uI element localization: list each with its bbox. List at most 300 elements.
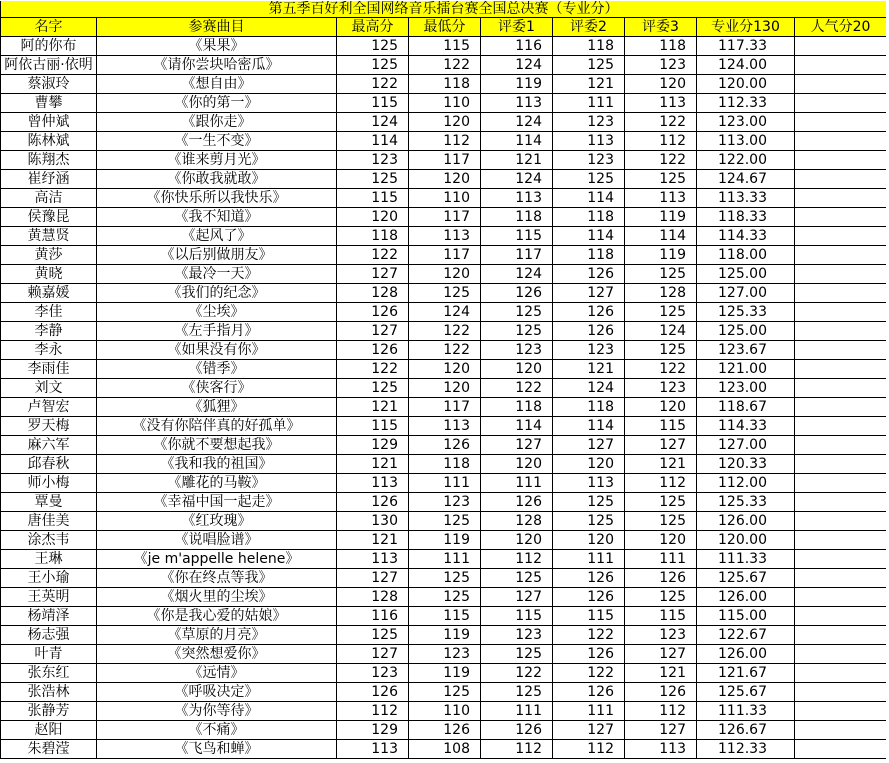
cell-popularity-score[interactable] [795,607,887,626]
cell-min-score[interactable]: 119 [409,626,481,645]
cell-song[interactable]: 《呼吸决定》 [97,683,337,702]
cell-judge1-score[interactable]: 125 [481,569,553,588]
cell-min-score[interactable]: 125 [409,683,481,702]
cell-name[interactable]: 李永 [1,341,97,360]
cell-professional-score[interactable]: 118.33 [697,208,795,227]
cell-judge2-score[interactable]: 111 [553,702,625,721]
cell-judge3-score[interactable]: 125 [625,588,697,607]
cell-popularity-score[interactable] [795,189,887,208]
cell-song[interactable]: 《不痛》 [97,721,337,740]
header-min[interactable]: 最低分 [409,18,481,37]
cell-max-score[interactable]: 126 [337,341,409,360]
cell-judge3-score[interactable]: 125 [625,512,697,531]
cell-professional-score[interactable]: 124.67 [697,170,795,189]
cell-judge1-score[interactable]: 123 [481,626,553,645]
cell-judge1-score[interactable]: 122 [481,379,553,398]
cell-judge3-score[interactable]: 115 [625,417,697,436]
cell-min-score[interactable]: 122 [409,322,481,341]
cell-judge3-score[interactable]: 113 [625,189,697,208]
cell-popularity-score[interactable] [795,379,887,398]
cell-popularity-score[interactable] [795,550,887,569]
cell-judge1-score[interactable]: 115 [481,607,553,626]
cell-min-score[interactable]: 122 [409,341,481,360]
cell-professional-score[interactable]: 123.00 [697,379,795,398]
cell-judge3-score[interactable]: 120 [625,531,697,550]
cell-judge3-score[interactable]: 113 [625,94,697,113]
cell-song[interactable]: 《左手指月》 [97,322,337,341]
cell-judge1-score[interactable]: 124 [481,113,553,132]
cell-popularity-score[interactable] [795,683,887,702]
cell-judge2-score[interactable]: 127 [553,436,625,455]
cell-professional-score[interactable]: 122.67 [697,626,795,645]
cell-min-score[interactable]: 117 [409,398,481,417]
cell-judge3-score[interactable]: 112 [625,474,697,493]
cell-min-score[interactable]: 125 [409,512,481,531]
cell-judge2-score[interactable]: 115 [553,607,625,626]
header-max[interactable]: 最高分 [337,18,409,37]
cell-min-score[interactable]: 119 [409,531,481,550]
cell-judge1-score[interactable]: 120 [481,531,553,550]
cell-judge2-score[interactable]: 118 [553,398,625,417]
cell-song[interactable]: 《远情》 [97,664,337,683]
cell-judge1-score[interactable]: 115 [481,227,553,246]
cell-max-score[interactable]: 128 [337,588,409,607]
cell-name[interactable]: 曹攀 [1,94,97,113]
cell-song[interactable]: 《你在终点等我》 [97,569,337,588]
cell-song[interactable]: 《你快乐所以我快乐》 [97,189,337,208]
cell-professional-score[interactable]: 122.00 [697,151,795,170]
cell-max-score[interactable]: 126 [337,303,409,322]
cell-professional-score[interactable]: 117.33 [697,37,795,56]
cell-name[interactable]: 罗天梅 [1,417,97,436]
cell-judge3-score[interactable]: 125 [625,265,697,284]
cell-popularity-score[interactable] [795,284,887,303]
cell-max-score[interactable]: 113 [337,740,409,759]
cell-judge3-score[interactable]: 111 [625,550,697,569]
cell-song[interactable]: 《尘埃》 [97,303,337,322]
cell-judge2-score[interactable]: 126 [553,683,625,702]
cell-name[interactable]: 阿的你布 [1,37,97,56]
cell-popularity-score[interactable] [795,740,887,759]
cell-popularity-score[interactable] [795,493,887,512]
cell-max-score[interactable]: 122 [337,246,409,265]
cell-judge2-score[interactable]: 123 [553,113,625,132]
cell-judge2-score[interactable]: 114 [553,189,625,208]
cell-judge3-score[interactable]: 124 [625,322,697,341]
cell-popularity-score[interactable] [795,398,887,417]
cell-min-score[interactable]: 125 [409,284,481,303]
cell-name[interactable]: 唐佳美 [1,512,97,531]
cell-max-score[interactable]: 123 [337,664,409,683]
cell-max-score[interactable]: 121 [337,531,409,550]
cell-song[interactable]: 《我不知道》 [97,208,337,227]
cell-judge3-score[interactable]: 125 [625,303,697,322]
cell-song[interactable]: 《你是我心爱的姑娘》 [97,607,337,626]
cell-judge2-score[interactable]: 126 [553,645,625,664]
header-judge2[interactable]: 评委2 [553,18,625,37]
cell-judge2-score[interactable]: 112 [553,740,625,759]
cell-judge3-score[interactable]: 128 [625,284,697,303]
cell-min-score[interactable]: 120 [409,360,481,379]
cell-song[interactable]: 《侠客行》 [97,379,337,398]
cell-name[interactable]: 朱碧滢 [1,740,97,759]
cell-judge3-score[interactable]: 125 [625,341,697,360]
cell-max-score[interactable]: 127 [337,645,409,664]
cell-popularity-score[interactable] [795,474,887,493]
cell-professional-score[interactable]: 125.00 [697,265,795,284]
cell-popularity-score[interactable] [795,588,887,607]
cell-name[interactable]: 黄莎 [1,246,97,265]
cell-judge1-score[interactable]: 114 [481,132,553,151]
cell-professional-score[interactable]: 112.33 [697,94,795,113]
cell-professional-score[interactable]: 125.33 [697,493,795,512]
cell-professional-score[interactable]: 126.00 [697,588,795,607]
cell-popularity-score[interactable] [795,645,887,664]
cell-max-score[interactable]: 122 [337,75,409,94]
cell-professional-score[interactable]: 126.67 [697,721,795,740]
cell-judge3-score[interactable]: 113 [625,740,697,759]
cell-min-score[interactable]: 111 [409,550,481,569]
cell-popularity-score[interactable] [795,702,887,721]
cell-professional-score[interactable]: 125.33 [697,303,795,322]
cell-min-score[interactable]: 126 [409,436,481,455]
cell-judge1-score[interactable]: 128 [481,512,553,531]
cell-judge2-score[interactable]: 125 [553,170,625,189]
cell-min-score[interactable]: 125 [409,569,481,588]
cell-min-score[interactable]: 126 [409,721,481,740]
cell-min-score[interactable]: 125 [409,588,481,607]
cell-judge1-score[interactable]: 116 [481,37,553,56]
cell-professional-score[interactable]: 121.67 [697,664,795,683]
cell-name[interactable]: 叶青 [1,645,97,664]
cell-min-score[interactable]: 123 [409,645,481,664]
cell-professional-score[interactable]: 113.33 [697,189,795,208]
cell-name[interactable]: 麻六军 [1,436,97,455]
cell-judge1-score[interactable]: 118 [481,208,553,227]
cell-max-score[interactable]: 115 [337,189,409,208]
cell-name[interactable]: 杨靖泽 [1,607,97,626]
cell-name[interactable]: 张东红 [1,664,97,683]
cell-min-score[interactable]: 110 [409,189,481,208]
cell-max-score[interactable]: 124 [337,113,409,132]
cell-max-score[interactable]: 129 [337,436,409,455]
cell-song[interactable]: 《最冷一天》 [97,265,337,284]
cell-min-score[interactable]: 108 [409,740,481,759]
cell-judge3-score[interactable]: 121 [625,664,697,683]
cell-judge1-score[interactable]: 124 [481,170,553,189]
cell-judge1-score[interactable]: 126 [481,721,553,740]
cell-min-score[interactable]: 124 [409,303,481,322]
cell-song[interactable]: 《跟你走》 [97,113,337,132]
cell-professional-score[interactable]: 118.00 [697,246,795,265]
cell-name[interactable]: 陈翔杰 [1,151,97,170]
cell-min-score[interactable]: 113 [409,227,481,246]
cell-min-score[interactable]: 115 [409,37,481,56]
cell-judge1-score[interactable]: 120 [481,455,553,474]
cell-judge2-score[interactable]: 127 [553,721,625,740]
cell-popularity-score[interactable] [795,113,887,132]
cell-name[interactable]: 涂杰韦 [1,531,97,550]
header-professional-score[interactable]: 专业分130 [697,18,795,37]
cell-song[interactable]: 《红玫瑰》 [97,512,337,531]
cell-professional-score[interactable]: 126.00 [697,512,795,531]
cell-song[interactable]: 《没有你陪伴真的好孤单》 [97,417,337,436]
cell-judge1-score[interactable]: 112 [481,740,553,759]
cell-professional-score[interactable]: 113.00 [697,132,795,151]
cell-judge2-score[interactable]: 114 [553,417,625,436]
cell-judge1-score[interactable]: 123 [481,341,553,360]
cell-judge1-score[interactable]: 124 [481,56,553,75]
cell-popularity-score[interactable] [795,531,887,550]
cell-song[interactable]: 《飞鸟和蝉》 [97,740,337,759]
cell-song[interactable]: 《说唱脸谱》 [97,531,337,550]
cell-judge3-score[interactable]: 122 [625,113,697,132]
cell-min-score[interactable]: 113 [409,417,481,436]
cell-min-score[interactable]: 118 [409,75,481,94]
cell-min-score[interactable]: 112 [409,132,481,151]
cell-min-score[interactable]: 120 [409,170,481,189]
cell-professional-score[interactable]: 112.33 [697,740,795,759]
cell-judge3-score[interactable]: 119 [625,246,697,265]
cell-name[interactable]: 王琳 [1,550,97,569]
cell-min-score[interactable]: 118 [409,455,481,474]
cell-judge2-score[interactable]: 122 [553,626,625,645]
cell-judge2-score[interactable]: 120 [553,531,625,550]
cell-judge2-score[interactable]: 114 [553,227,625,246]
cell-professional-score[interactable]: 118.67 [697,398,795,417]
cell-popularity-score[interactable] [795,569,887,588]
cell-min-score[interactable]: 122 [409,56,481,75]
cell-name[interactable]: 李静 [1,322,97,341]
cell-popularity-score[interactable] [795,455,887,474]
cell-max-score[interactable]: 126 [337,683,409,702]
cell-judge2-score[interactable]: 118 [553,208,625,227]
cell-name[interactable]: 邱春秋 [1,455,97,474]
cell-min-score[interactable]: 110 [409,94,481,113]
cell-max-score[interactable]: 130 [337,512,409,531]
cell-name[interactable]: 张浩林 [1,683,97,702]
cell-judge1-score[interactable]: 125 [481,303,553,322]
cell-min-score[interactable]: 110 [409,702,481,721]
cell-professional-score[interactable]: 115.00 [697,607,795,626]
cell-min-score[interactable]: 120 [409,379,481,398]
cell-name[interactable]: 李雨佳 [1,360,97,379]
cell-judge1-score[interactable]: 113 [481,94,553,113]
cell-name[interactable]: 师小梅 [1,474,97,493]
cell-professional-score[interactable]: 123.00 [697,113,795,132]
cell-judge3-score[interactable]: 126 [625,569,697,588]
cell-song[interactable]: 《以后别做朋友》 [97,246,337,265]
cell-judge1-score[interactable]: 111 [481,702,553,721]
cell-max-score[interactable]: 123 [337,151,409,170]
cell-popularity-score[interactable] [795,151,887,170]
cell-professional-score[interactable]: 125.67 [697,569,795,588]
cell-judge3-score[interactable]: 112 [625,702,697,721]
cell-max-score[interactable]: 118 [337,227,409,246]
cell-song[interactable]: 《为你等待》 [97,702,337,721]
cell-professional-score[interactable]: 114.33 [697,227,795,246]
cell-max-score[interactable]: 112 [337,702,409,721]
cell-professional-score[interactable]: 125.00 [697,322,795,341]
cell-max-score[interactable]: 122 [337,360,409,379]
cell-popularity-score[interactable] [795,721,887,740]
cell-song[interactable]: 《草原的月亮》 [97,626,337,645]
cell-song[interactable]: 《我和我的祖国》 [97,455,337,474]
cell-judge3-score[interactable]: 123 [625,56,697,75]
cell-judge1-score[interactable]: 124 [481,265,553,284]
cell-professional-score[interactable]: 127.00 [697,284,795,303]
cell-max-score[interactable]: 127 [337,322,409,341]
cell-judge1-score[interactable]: 127 [481,588,553,607]
cell-min-score[interactable]: 117 [409,208,481,227]
cell-max-score[interactable]: 115 [337,94,409,113]
cell-judge3-score[interactable]: 120 [625,75,697,94]
cell-max-score[interactable]: 125 [337,379,409,398]
header-judge3[interactable]: 评委3 [625,18,697,37]
cell-max-score[interactable]: 115 [337,417,409,436]
cell-judge2-score[interactable]: 126 [553,265,625,284]
cell-judge1-score[interactable]: 126 [481,284,553,303]
sheet-title[interactable]: 第五季百好利全国网络音乐擂台赛全国总决赛（专业分） [1,1,887,18]
cell-song[interactable]: 《我们的纪念》 [97,284,337,303]
cell-judge2-score[interactable]: 113 [553,132,625,151]
cell-judge3-score[interactable]: 123 [625,379,697,398]
cell-judge2-score[interactable]: 118 [553,37,625,56]
cell-judge1-score[interactable]: 125 [481,322,553,341]
header-song[interactable]: 参赛曲目 [97,18,337,37]
cell-judge3-score[interactable]: 126 [625,683,697,702]
cell-professional-score[interactable]: 111.33 [697,702,795,721]
cell-professional-score[interactable]: 120.00 [697,531,795,550]
cell-professional-score[interactable]: 126.00 [697,645,795,664]
cell-judge1-score[interactable]: 119 [481,75,553,94]
cell-judge1-score[interactable]: 112 [481,550,553,569]
cell-judge2-score[interactable]: 111 [553,550,625,569]
cell-max-score[interactable]: 121 [337,398,409,417]
cell-name[interactable]: 黄晓 [1,265,97,284]
cell-min-score[interactable]: 111 [409,474,481,493]
cell-judge2-score[interactable]: 125 [553,512,625,531]
cell-song[interactable]: 《你敢我就敢》 [97,170,337,189]
cell-judge2-score[interactable]: 126 [553,303,625,322]
cell-judge2-score[interactable]: 113 [553,474,625,493]
cell-song[interactable]: 《错季》 [97,360,337,379]
cell-max-score[interactable]: 126 [337,493,409,512]
cell-popularity-score[interactable] [795,626,887,645]
cell-professional-score[interactable]: 124.00 [697,56,795,75]
cell-name[interactable]: 陈林斌 [1,132,97,151]
cell-song[interactable]: 《果果》 [97,37,337,56]
cell-judge1-score[interactable]: 120 [481,360,553,379]
header-popularity-score[interactable]: 人气分20 [795,18,887,37]
cell-popularity-score[interactable] [795,170,887,189]
cell-min-score[interactable]: 117 [409,151,481,170]
cell-professional-score[interactable]: 125.67 [697,683,795,702]
cell-song[interactable]: 《je m'appelle helene》 [97,550,337,569]
cell-max-score[interactable]: 125 [337,626,409,645]
cell-judge3-score[interactable]: 121 [625,455,697,474]
cell-popularity-score[interactable] [795,132,887,151]
cell-song[interactable]: 《请你尝块哈密瓜》 [97,56,337,75]
cell-judge3-score[interactable]: 125 [625,170,697,189]
cell-popularity-score[interactable] [795,265,887,284]
cell-judge1-score[interactable]: 114 [481,417,553,436]
cell-max-score[interactable]: 121 [337,455,409,474]
cell-name[interactable]: 王小瑜 [1,569,97,588]
cell-song[interactable]: 《一生不变》 [97,132,337,151]
cell-judge2-score[interactable]: 126 [553,569,625,588]
cell-popularity-score[interactable] [795,94,887,113]
cell-judge2-score[interactable]: 111 [553,94,625,113]
cell-max-score[interactable]: 113 [337,474,409,493]
cell-judge1-score[interactable]: 126 [481,493,553,512]
cell-song[interactable]: 《想自由》 [97,75,337,94]
cell-judge3-score[interactable]: 122 [625,360,697,379]
cell-judge3-score[interactable]: 122 [625,151,697,170]
cell-judge2-score[interactable]: 126 [553,322,625,341]
cell-judge3-score[interactable]: 120 [625,398,697,417]
cell-song[interactable]: 《幸福中国一起走》 [97,493,337,512]
cell-judge3-score[interactable]: 127 [625,436,697,455]
cell-judge1-score[interactable]: 113 [481,189,553,208]
cell-max-score[interactable]: 128 [337,284,409,303]
cell-song[interactable]: 《烟火里的尘埃》 [97,588,337,607]
cell-song[interactable]: 《狐狸》 [97,398,337,417]
cell-popularity-score[interactable] [795,322,887,341]
cell-max-score[interactable]: 114 [337,132,409,151]
cell-song[interactable]: 《突然想爱你》 [97,645,337,664]
cell-name[interactable]: 崔纾涵 [1,170,97,189]
cell-name[interactable]: 黄慧贤 [1,227,97,246]
cell-judge3-score[interactable]: 125 [625,493,697,512]
cell-judge2-score[interactable]: 125 [553,493,625,512]
cell-name[interactable]: 蔡淑玲 [1,75,97,94]
cell-name[interactable]: 王英明 [1,588,97,607]
cell-judge2-score[interactable]: 123 [553,341,625,360]
cell-judge2-score[interactable]: 126 [553,588,625,607]
cell-song[interactable]: 《起风了》 [97,227,337,246]
cell-name[interactable]: 赖嘉媛 [1,284,97,303]
cell-min-score[interactable]: 120 [409,113,481,132]
cell-max-score[interactable]: 125 [337,170,409,189]
cell-min-score[interactable]: 117 [409,246,481,265]
cell-judge2-score[interactable]: 124 [553,379,625,398]
cell-judge3-score[interactable]: 118 [625,37,697,56]
cell-name[interactable]: 阿依古丽·依明 [1,56,97,75]
cell-professional-score[interactable]: 120.00 [697,75,795,94]
cell-popularity-score[interactable] [795,512,887,531]
cell-professional-score[interactable]: 127.00 [697,436,795,455]
cell-popularity-score[interactable] [795,208,887,227]
cell-professional-score[interactable]: 111.33 [697,550,795,569]
cell-popularity-score[interactable] [795,246,887,265]
cell-judge1-score[interactable]: 111 [481,474,553,493]
cell-popularity-score[interactable] [795,227,887,246]
cell-max-score[interactable]: 129 [337,721,409,740]
cell-min-score[interactable]: 119 [409,664,481,683]
cell-judge1-score[interactable]: 122 [481,664,553,683]
cell-judge1-score[interactable]: 125 [481,683,553,702]
cell-popularity-score[interactable] [795,436,887,455]
cell-popularity-score[interactable] [795,341,887,360]
cell-min-score[interactable]: 123 [409,493,481,512]
cell-professional-score[interactable]: 114.33 [697,417,795,436]
cell-name[interactable]: 李佳 [1,303,97,322]
cell-max-score[interactable]: 120 [337,208,409,227]
cell-name[interactable]: 赵阳 [1,721,97,740]
cell-judge3-score[interactable]: 115 [625,607,697,626]
cell-judge1-score[interactable]: 117 [481,246,553,265]
